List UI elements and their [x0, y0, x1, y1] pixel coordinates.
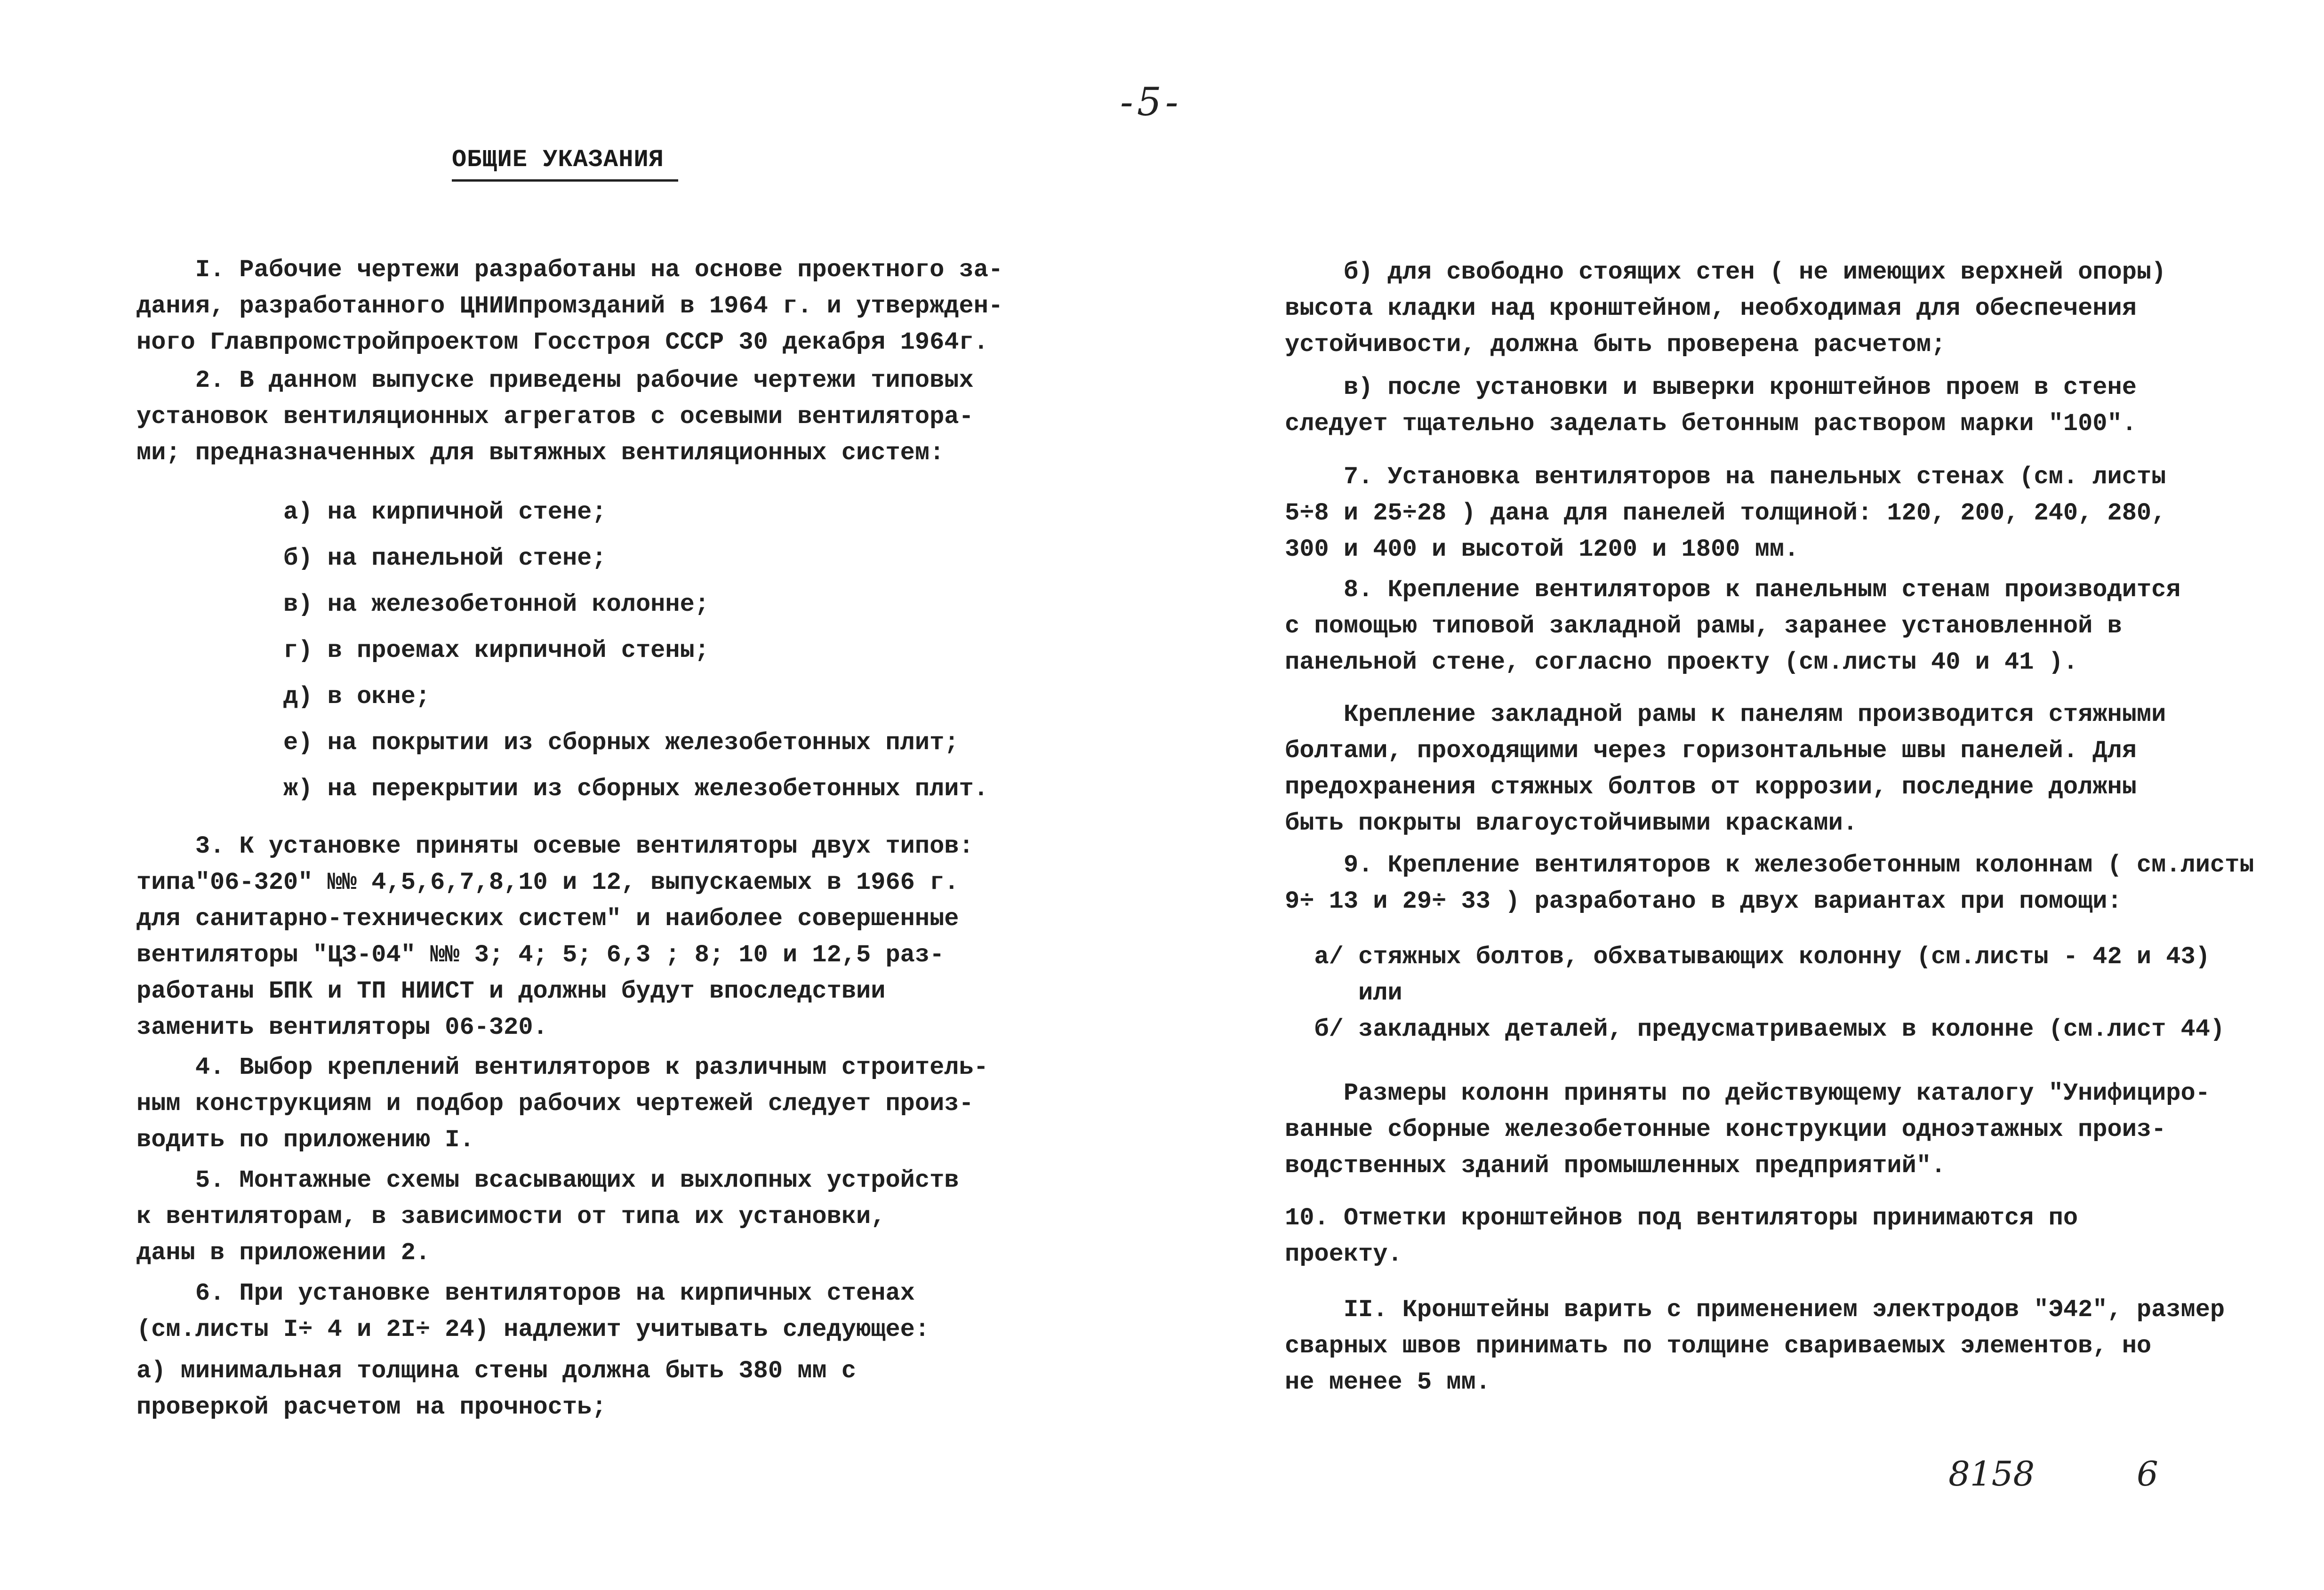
sheet-number: 6 — [2137, 1454, 2158, 1494]
paragraph-6v: в) после установки и выверки кронштейнов проем в стене следует тщательно заделать бетонным раствором марки "100". — [1285, 374, 2137, 438]
paragraph-8-cont: Крепление закладной рамы к панелям производится стяжными болтами, проходящими через горизонтальные швы панелей. Для предохранения стяжных болтов от коррозии, последние должны быть покрыты влагоустойчивыми красками. — [1285, 701, 2166, 837]
paragraph-4: 4. Выбор креплений вентиляторов к различным строитель- ным конструкциям и подбор рабочих чертежей следует произ- водить по приложению I. — [136, 1054, 988, 1154]
list-item-g: г) в проемах кирпичной стены; — [136, 637, 709, 664]
list-item-zh: ж) на перекрытии из сборных железобетонных плит. — [136, 775, 988, 803]
paragraph-7: 7. Установка вентиляторов на панельных стенах (см. листы 5÷8 и 25÷28 ) дана для панелей толщиной: 120, 200, 240, 280, 300 и 400 и высотой 1200 и 1800 мм. — [1285, 463, 2166, 563]
paragraph-6b: б) для свободно стоящих стен ( не имеющих верхней опоры) высота кладки над кронштейном, необходимая для обеспечения устойчивости, должна быть проверена расчетом; — [1285, 258, 2166, 359]
paragraph-6: 6. При установке вентиляторов на кирпичных стенах (см.листы I÷ 4 и 2I÷ 24) надлежит учитывать следующее: — [136, 1279, 930, 1343]
list-item-b: б) на панельной стене; — [136, 544, 607, 572]
paragraph-3: 3. К установке приняты осевые вентиляторы двух типов: типа"06-320" №№ 4,5,6,7,8,10 и 12, выпускаемых в 1966 г. для санитарно-технических систем" и наиболее совершенные вентиляторы "ЦЗ-04" №№ 3; 4; 5; 6,3 ; 8; 10 и 12,5 раз- работаны БПК и ТП НИИСТ и должны будут впоследствии заменить вентиляторы 06-320. — [136, 832, 974, 1041]
list-item-v: в) на железобетонной колонне; — [136, 591, 709, 618]
paragraph-11: II. Кронштейны варить с применением электродов "Э42", размер сварных швов принимать по толщине свариваемых элементов, но не менее 5 мм. — [1285, 1296, 2225, 1396]
page-number: -5- — [1120, 80, 1182, 125]
section-title: ОБЩИЕ УКАЗАНИЯ — [452, 146, 678, 182]
paragraph-9-variants: а/ стяжных болтов, обхватывающих колонну (см.листы - 42 и 43) или б/ закладных деталей, предусматриваемых в колонне (см.лист 44) — [1314, 943, 2225, 1043]
list-item-a: а) на кирпичной стене; — [136, 498, 607, 526]
archive-number: 8158 — [1948, 1454, 2035, 1494]
paragraph-10: 10. Отметки кронштейнов под вентиляторы принимаются по проекту. — [1285, 1204, 2078, 1268]
list-item-d: д) в окне; — [136, 683, 431, 711]
paragraph-9: 9. Крепление вентиляторов к железобетонным колоннам ( см.листы 9÷ 13 и 29÷ 33 ) разработано в двух вариантах при помощи: — [1285, 851, 2254, 915]
paragraph-5: 5. Монтажные схемы всасывающих и выхлопных устройств к вентиляторам, в зависимости от типа их установки, даны в приложении 2. — [136, 1167, 959, 1267]
paragraph-8: 8. Крепление вентиляторов к панельным стенам производится с помощью типовой закладной рамы, заранее установленной в панельной стене, согласно проекту (см.листы 40 и 41 ). — [1285, 576, 2181, 676]
paragraph-6a: а) минимальная толщина стены должна быть 380 мм с проверкой расчетом на прочность; — [136, 1357, 857, 1421]
paragraph-2: 2. В данном выпуске приведены рабочие чертежи типовых установок вентиляционных агрегатов с осевыми вентилятора- ми; предназначенных для вытяжных вентиляционных систем: — [136, 367, 974, 467]
paragraph-1: I. Рабочие чертежи разработаны на основе проектного за- дания, разработанного ЦНИИпромзданий в 1964 г. и утвержден- ного Главпромстройпроектом Госстроя СССР 30 декабря 1964г. — [136, 256, 1003, 356]
list-item-e: е) на покрытии из сборных железобетонных плит; — [136, 729, 959, 757]
paragraph-9-cont: Размеры колонн приняты по действующему каталогу "Унифициро- ванные сборные железобетонные конструкции одноэтажных произ- водственных зданий промышленных предприятий". — [1285, 1079, 2210, 1180]
